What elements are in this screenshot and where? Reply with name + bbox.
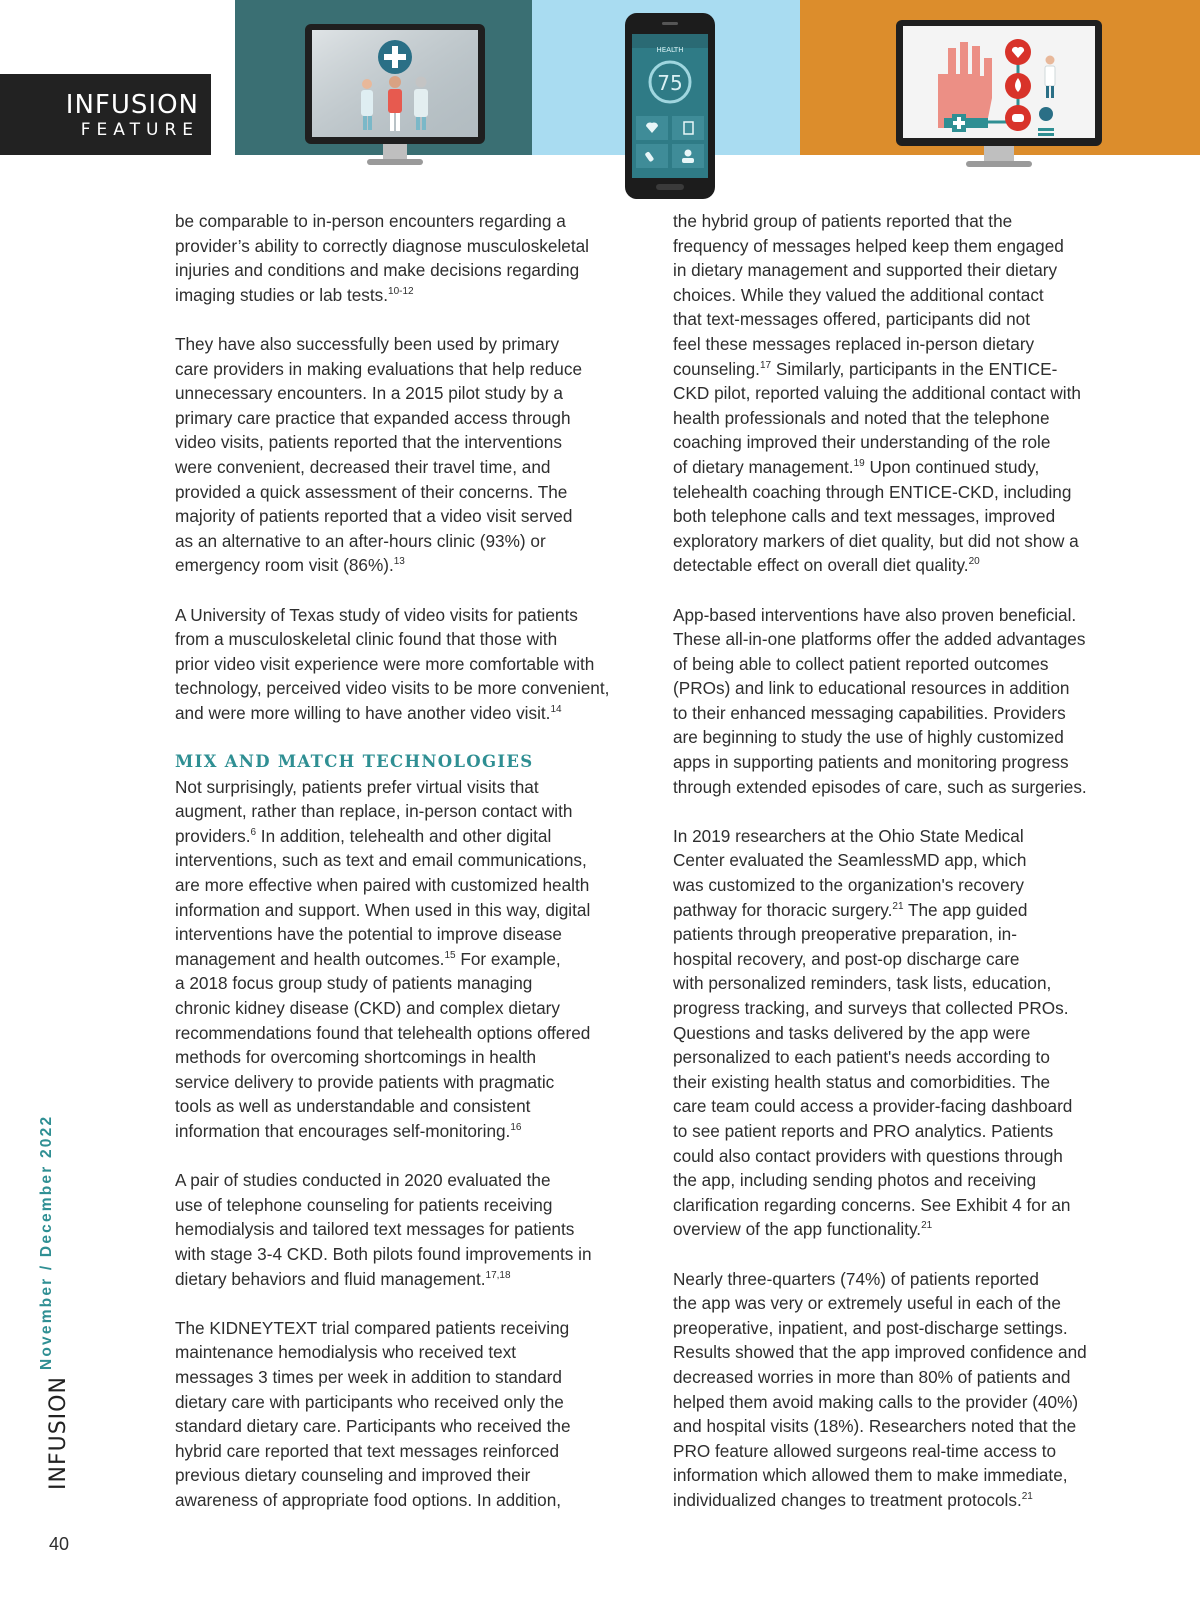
health-metrics-monitor-illustration bbox=[894, 18, 1104, 172]
citation: 17 bbox=[759, 359, 772, 371]
right-column bbox=[673, 209, 1133, 1512]
brand-logo: INFUSION bbox=[65, 90, 199, 120]
citation: 20 bbox=[968, 556, 980, 568]
citation: 6 bbox=[250, 826, 257, 838]
citation: 19 bbox=[853, 457, 865, 469]
page-number: 40 bbox=[49, 1534, 70, 1554]
medical-team-monitor-illustration bbox=[303, 22, 487, 170]
health-app-phone-illustration bbox=[624, 12, 716, 200]
paragraph: A pair of studies conducted in 2020 evaluated the use of telephone counseling for patients receiving hemodialysis and tailored text messages for patients with stage 3-4 CKD. Both pilots found improvements in dietary behaviors and fluid management.$^{17,18}$ bbox=[175, 1170, 592, 1289]
left-column bbox=[175, 209, 635, 1512]
citation: 21 bbox=[1021, 1490, 1033, 1502]
paragraph: A University of Texas study of video visits for patients from a musculoskeletal clinic found that those with prior video visit experience were more comfortable with technology, perceived video visits to be more convenient, and were more willing to have another video visit.$^{14}$ bbox=[175, 604, 610, 723]
citation: 17,18 bbox=[485, 1269, 511, 1281]
sidebar-logo: INFUSION bbox=[46, 1376, 71, 1490]
paragraph: They have also successfully been used by primary care providers in making evaluations that help reduce unnecessary encounters. In a 2015 pilot study by a primary care practice that expanded access through video visits, patients reported that the interventions were convenient, decreased their travel time, and provided a quick assessment of their concerns. The majority of patients reported that a video visit served as an alternative to an after-hours clinic (93%) or emergency room visit (86%).$^{13}$ bbox=[175, 333, 583, 576]
paragraph: Not surprisingly, patients prefer virtual visits that augment, rather than replace, in-person contact with providers.$^6$ In addition, telehealth and other digital interventions, such as text and email communications, are more effective when paired with customized health information and support. When used in this way, digital interventions have the potential to improve disease management and health outcomes.$^{15}$ For example, a 2018 focus group study of patients managing chronic kidney disease (CKD) and complex dietary recommendations found that telehealth options offered methods for overcoming shortcomings in health service delivery to provide patients with pragmatic tools as well as understandable and consistent information that encourages self-monitoring.$^{16}$ bbox=[175, 776, 591, 1141]
paragraph: be comparable to in-person encounters regarding a provider’s ability to correctly diagnose musculoskeletal injuries and conditions and make decisions regarding imaging studies or lab tests.$^{10-12}$ bbox=[175, 211, 589, 305]
header-banner bbox=[0, 0, 1200, 200]
citation: 16 bbox=[510, 1121, 522, 1133]
citation: 21 bbox=[892, 900, 904, 912]
brand-block bbox=[0, 74, 211, 155]
paragraph: the hybrid group of patients reported that the frequency of messages helped keep them engaged in dietary management and supported their dietary choices. While they valued the additional contact that text-messages offered, participants did not feel these messages replaced in-person dietary counseling.$^{17}$ Similarly, participants in the ENTICE- CKD pilot, reported valuing the additional contact with health professionals and noted that the telephone coaching improved their understanding of the role of dietary management.$^{19}$ Upon continued study, telehealth coaching through ENTICE-CKD, including both telephone calls and text messages, improved exploratory markers of diet quality, but did not show a detectable effect on overall diet quality.$^{20}$ bbox=[673, 211, 1081, 576]
paragraph: Nearly three-quarters (74%) of patients reported the app was very or extremely useful in each of the preoperative, inpatient, and post-discharge settings. Results showed that the app improved confidence and decreased worries in more than 80% of patients and helped them avoid making calls to the provider (40%) and hospital visits (18%). Researchers noted that the PRO feature allowed surgeons real-time access to information which allowed them to make immediate, individualized changes to treatment protocols.$^{21}$ bbox=[673, 1268, 1087, 1510]
citation: 14 bbox=[550, 703, 562, 715]
citation: 13 bbox=[393, 556, 405, 568]
issue-date: November / December 2022 bbox=[38, 1114, 55, 1370]
phone-screen-title: HEALTH bbox=[656, 46, 684, 54]
citation: 10-12 bbox=[388, 285, 414, 297]
section-heading: MIX AND MATCH TECHNOLOGIES bbox=[175, 752, 534, 772]
paragraph: In 2019 researchers at the Ohio State Medical Center evaluated the SeamlessMD app, which was customized to the organization's recovery pathway for thoracic surgery.$^{21}$ The app guided patients through preoperative preparation, in- hospital recovery, and post-op discharge care with personalized reminders, task lists, education, progress tracking, and surveys that collected PROs. Questions and tasks delivered by the app were personalized to each patient's needs according to their existing health status and comorbidities. The care team could access a provider-facing dashboard to see patient reports and PRO analytics. Patients could also contact providers with questions through the app, including sending photos and receiving clarification regarding concerns. See Exhibit 4 for an overview of the app functionality.$^{21}$ bbox=[673, 825, 1073, 1240]
paragraph: App-based interventions have also proven beneficial. These all-in-one platforms offer the added advantages of being able to collect patient reported outcomes (PROs) and link to educational resources in addition to their enhanced messaging capabilities. Providers are beginning to study the use of highly customized apps in supporting patients and monitoring progress through extended episodes of care, such as surgeries. bbox=[673, 604, 1087, 797]
citation: 21 bbox=[921, 1220, 933, 1232]
paragraph: The KIDNEYTEXT trial compared patients receiving maintenance hemodialysis who received text messages 3 times per week in addition to standard dietary care with participants who received only the standard dietary care. Participants who received the hybrid care reported that text messages reinforced previous dietary counseling and improved their awareness of appropriate food options. In addition, bbox=[175, 1317, 571, 1510]
phone-health-score: 75 bbox=[657, 71, 683, 95]
section-label: FEATURE bbox=[80, 120, 199, 140]
citation: 15 bbox=[444, 949, 456, 961]
